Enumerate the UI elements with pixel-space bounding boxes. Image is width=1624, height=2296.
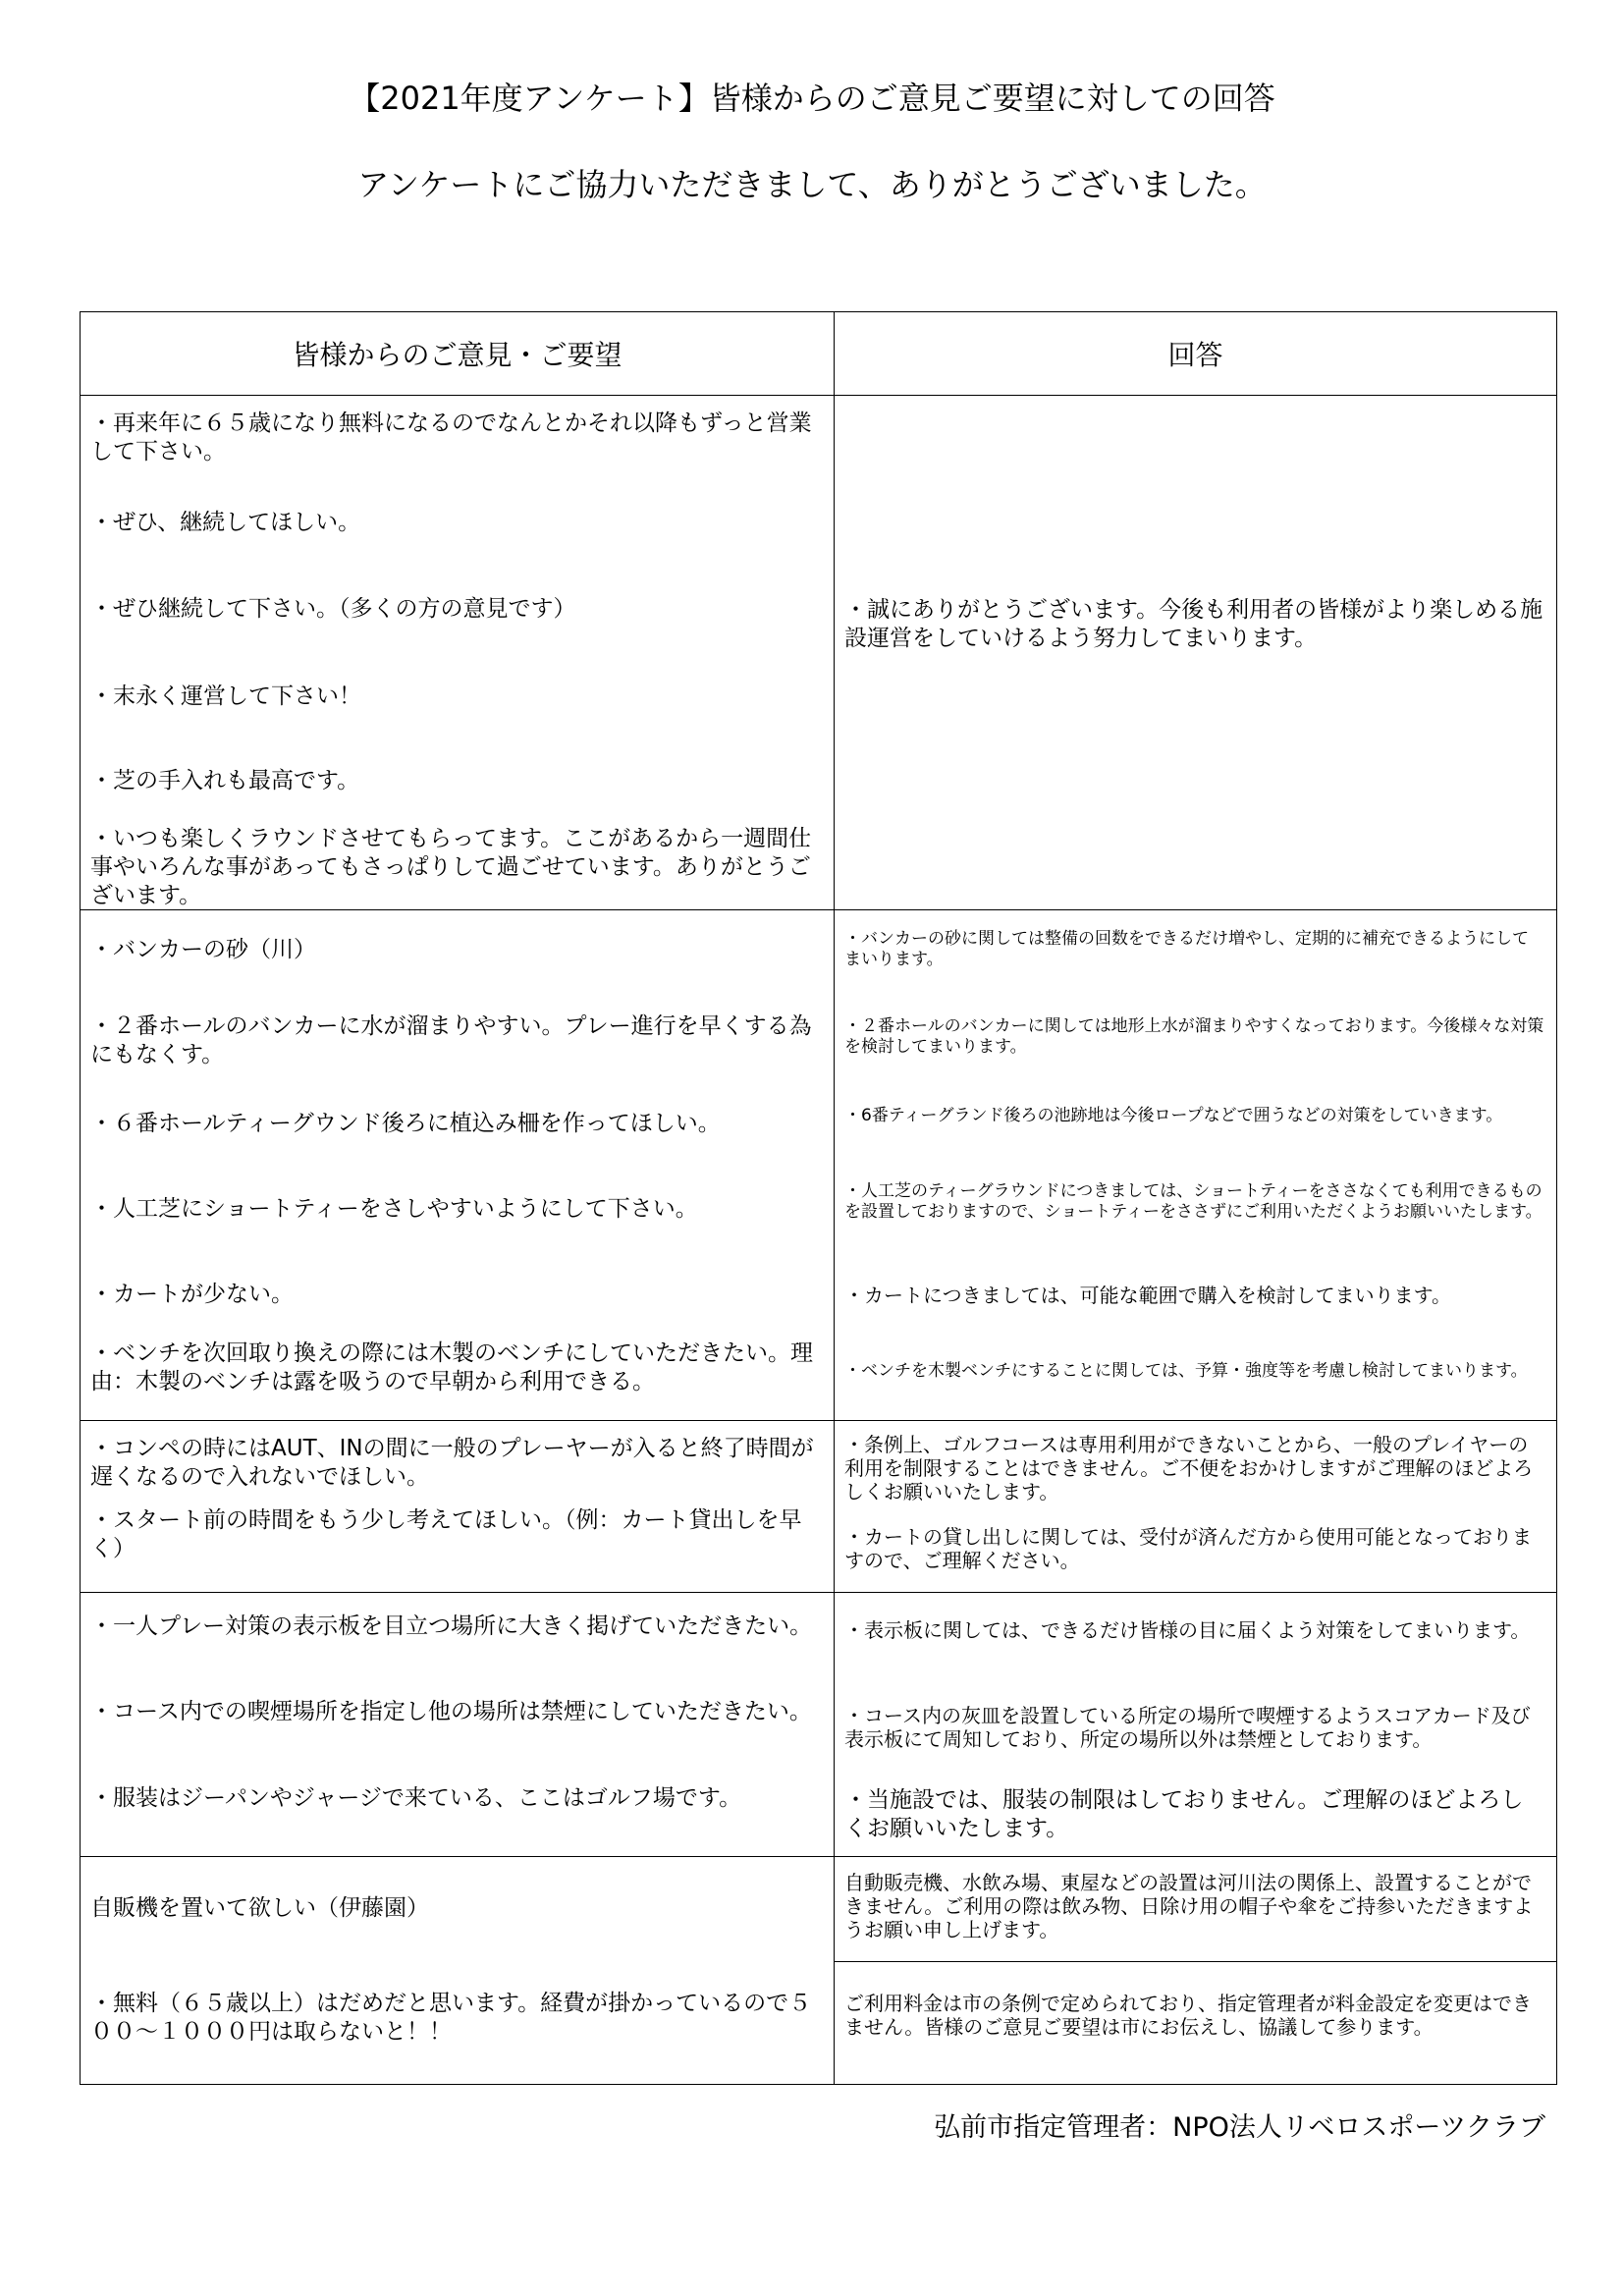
footer-organization: 弘前市指定管理者：NPO法人リベロスポーツクラブ xyxy=(934,2112,1545,2143)
opinions-cell xyxy=(81,1421,835,1593)
opinions-cell xyxy=(81,910,835,1421)
cell-divider xyxy=(835,1961,1556,1962)
table-row xyxy=(81,1857,1557,2085)
answer-item: ・ベンチを木製ベンチにすることに関しては、予算・強度等を考慮し検討してまいります。 xyxy=(844,1361,1528,1381)
opinion-item: ・バンカーの砂（川） xyxy=(90,937,316,962)
column-header-opinions: 皆様からのご意見・ご要望 xyxy=(81,312,835,396)
table-row xyxy=(81,396,1557,910)
opinion-item: ・コンペの時にはAUT、INの間に一般のプレーヤーが入ると終了時間が遅くなるので入れないでほしい。 xyxy=(90,1436,814,1490)
opinion-item: ・２番ホールのバンカーに水が溜まりやすい。プレー進行を早くする為にもなくす。 xyxy=(90,1013,812,1067)
opinion-item: ・６番ホールティーグウンド後ろに植込み柵を作ってほしい。 xyxy=(90,1111,721,1136)
opinions-cell xyxy=(81,1857,835,2085)
opinion-item: ・服装はジーパンやジャージで来ている、ここはゴルフ場です。 xyxy=(90,1785,742,1811)
answer-item: ・カートにつきましては、可能な範囲で購入を検討してまいります。 xyxy=(844,1284,1451,1307)
answer-item: ・条例上、ゴルフコースは専用利用ができないことから、一般のプレイヤーの利用を制限することはできません。ご不便をおかけしますがご理解のほどよろしくお願いいたします。 xyxy=(844,1433,1534,1503)
opinion-item: ・ぜひ継続して下さい。（多くの方の意見です） xyxy=(90,596,576,622)
answers-cell xyxy=(835,1857,1557,2085)
opinion-item: ・カートが少ない。 xyxy=(90,1282,294,1307)
answer-item: ・6番ティーグランド後ろの池跡地は今後ロープなどで囲うなどの対策をしていきます。 xyxy=(844,1106,1503,1125)
answers-cell xyxy=(835,1593,1557,1857)
answer-item: ・２番ホールのバンカーに関しては地形上水が溜まりやすくなっております。今後様々な対策を検討してまいります。 xyxy=(844,1016,1544,1057)
answer-item: ・当施設では、服装の制限はしておりません。ご理解のほどよろしくお願いいたします。 xyxy=(844,1787,1524,1841)
opinion-item: ・再来年に６５歳になり無料になるのでなんとかそれ以降もずっと営業して下さい。 xyxy=(90,410,812,465)
table-header-row xyxy=(81,312,1557,396)
page-title: 【2021年度アンケート】皆様からのご意見ご要望に対しての回答 xyxy=(349,80,1275,117)
thanks-message: アンケートにご協力いただきまして、ありがとうございました。 xyxy=(357,166,1267,203)
opinion-item: ・ベンチを次回取り換えの際には木製のベンチにしていただきたい。理由：木製のベンチは露を吸うので早朝から利用できる。 xyxy=(90,1340,813,1394)
answer-item: ・バンカーの砂に関しては整備の回数をできるだけ増やし、定期的に補充できるようにしてまいります。 xyxy=(844,929,1529,969)
opinions-cell xyxy=(81,1593,835,1857)
answer-item: ・カートの貸し出しに関しては、受付が済んだ方から使用可能となっておりますので、ご理解ください。 xyxy=(844,1525,1532,1572)
opinions-cell xyxy=(81,396,835,910)
opinion-item: 自販機を置いて欲しい（伊藤園） xyxy=(90,1895,429,1921)
answer-item: ・人工芝のティーグラウンドにつきましては、ショートティーをささなくても利用できるものを設置しておりますので、ショートティーをささずにご利用いただくようお願いいたします。 xyxy=(844,1181,1543,1222)
table-row xyxy=(81,1421,1557,1593)
answer-item: ・コース内の灰皿を設置している所定の場所で喫煙するようスコアカード及び表示板にて周知しており、所定の場所以外は禁煙としております。 xyxy=(844,1704,1531,1751)
answers-cell xyxy=(835,1421,1557,1593)
opinion-item: ・スタート前の時間をもう少し考えてほしい。（例：カート貸出しを早く） xyxy=(90,1507,802,1561)
opinion-item: ・人工芝にショートティーをさしやすいようにして下さい。 xyxy=(90,1196,698,1222)
answers-cell xyxy=(835,910,1557,1421)
opinion-item: ・コース内での喫煙場所を指定し他の場所は禁煙にしていただきたい。 xyxy=(90,1699,812,1724)
table-row xyxy=(81,1593,1557,1857)
survey-table xyxy=(80,311,1557,2085)
opinion-item: ・一人プレー対策の表示板を目立つ場所に大きく掲げていただきたい。 xyxy=(90,1613,813,1639)
answer-item: 自動販売機、水飲み場、東屋などの設置は河川法の関係上、設置することができません。ご利用の際は飲み物、日除け用の帽子や傘をご持参いただきますようお願い申し上げます。 xyxy=(844,1871,1534,1941)
opinion-item: ・無料（６５歳以上）はだめだと思います。経費が掛かっているので５００～１０００円は取らないと！！ xyxy=(90,1991,812,2045)
table-row xyxy=(81,910,1557,1421)
answers-cell xyxy=(835,396,1557,910)
answer-item: ・誠にありがとうございます。今後も利用者の皆様がより楽しめる施設運営をしていけるよう努力してまいります。 xyxy=(844,597,1543,651)
opinion-item: ・いつも楽しくラウンドさせてもらってます。ここがあるから一週間仕事やいろんな事があってもさっぱりして過ごせています。ありがとうございます。 xyxy=(90,826,812,908)
opinion-item: ・末永く運営して下さい！ xyxy=(90,683,361,709)
answer-item: ご利用料金は市の条例で定められており、指定管理者が料金設定を変更はできません。皆様のご意見ご要望は市にお伝えし、協議して参ります。 xyxy=(844,1992,1532,2039)
column-header-answers: 回答 xyxy=(835,312,1557,396)
opinion-item: ・ぜひ、継続してほしい。 xyxy=(90,510,361,535)
answer-item: ・表示板に関しては、できるだけ皆様の目に届くよう対策をしてまいります。 xyxy=(844,1618,1531,1642)
opinion-item: ・芝の手入れも最高です。 xyxy=(90,768,360,793)
